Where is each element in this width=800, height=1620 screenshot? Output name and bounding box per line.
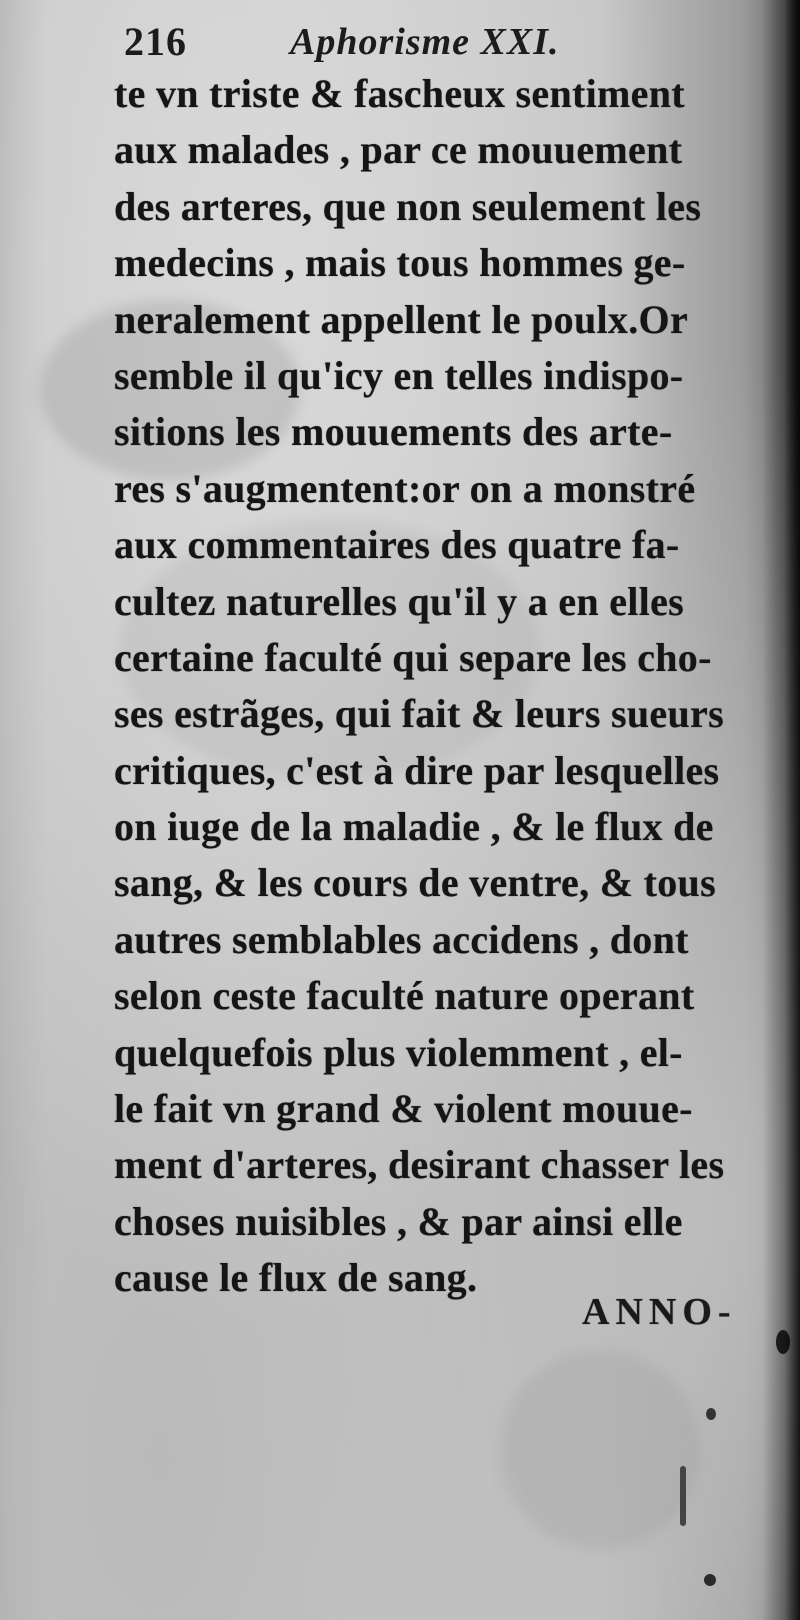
text-line: le fait vn grand & violent mouue- — [114, 1086, 693, 1132]
text-line: semble il qu'icy en telles indispo- — [114, 352, 684, 398]
text-line: autres semblables accidens , dont — [114, 916, 689, 962]
ink-speck — [680, 1466, 686, 1526]
text-line: certaine faculté qui separe les cho- — [114, 634, 712, 680]
text-line: sitions les mouuements des arte- — [114, 409, 673, 455]
page-number: 216 — [124, 19, 187, 64]
binding-shadow — [762, 0, 800, 1620]
catchword: ANNO- — [582, 1291, 737, 1333]
text-line: cause le flux de sang. — [114, 1255, 478, 1301]
text-line: aux malades , par ce mouuement — [114, 127, 683, 173]
ink-speck — [704, 1574, 716, 1586]
ink-speck — [706, 1408, 716, 1420]
body-text — [114, 66, 764, 1307]
text-line: sang, & les cours de ventre, & tous — [114, 860, 716, 906]
text-line: selon ceste faculté nature operant — [114, 973, 695, 1019]
text-line: quelquefois plus violemment , el- — [114, 1029, 683, 1075]
text-line: te vn triste & fascheux sentiment — [114, 71, 685, 116]
text-line: on iuge de la maladie , & le flux de — [114, 804, 714, 850]
text-line: des arteres, que non seulement les — [114, 183, 702, 229]
text-line: cultez naturelles qu'il y a en elles — [114, 578, 685, 624]
text-line: aux commentaires des quatre fa- — [114, 522, 680, 568]
text-line: critiques, c'est à dire par lesquelles — [114, 747, 720, 793]
text-line: neralement appellent le poulx.Or — [114, 296, 688, 342]
text-line: choses nuisibles , & par ainsi elle — [114, 1198, 683, 1244]
paper-stain — [500, 1350, 700, 1550]
text-line: ses estrãges, qui fait & leurs sueurs — [114, 691, 724, 737]
text-line: ment d'arteres, desirant chasser les — [114, 1142, 725, 1188]
running-head: Aphorisme XXI. — [290, 21, 560, 63]
text-line: medecins , mais tous hommes ge- — [114, 240, 686, 286]
text-line: res s'augmentent:or on a monstré — [114, 465, 696, 511]
